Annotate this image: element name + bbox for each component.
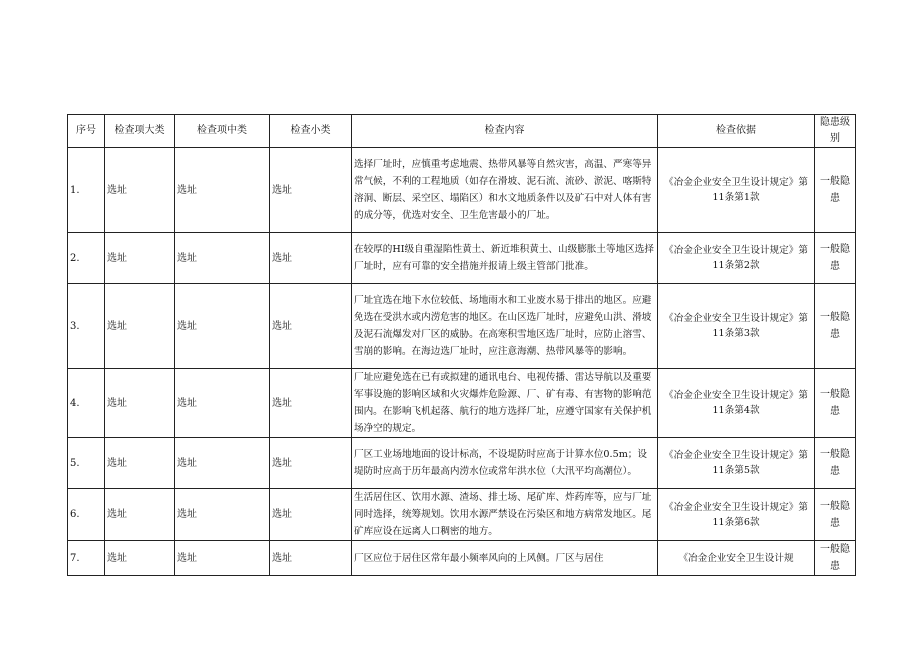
cell-serial: 7. — [68, 541, 105, 576]
header-minor-category: 检查小类 — [270, 115, 352, 148]
header-major-category: 检查项大类 — [105, 115, 175, 148]
cell-minor-category: 选址 — [270, 438, 352, 489]
cell-basis: 《冶金企业安全卫生设计规定》第11条第5款 — [658, 438, 815, 489]
table-row — [68, 541, 856, 576]
cell-hazard-level: 一般隐患 — [815, 369, 856, 438]
cell-hazard-level: 一般隐患 — [815, 284, 856, 369]
header-content: 检查内容 — [352, 115, 658, 148]
cell-major-category: 选址 — [105, 148, 175, 233]
cell-minor-category: 选址 — [270, 148, 352, 233]
table-row — [68, 489, 856, 541]
cell-major-category: 选址 — [105, 438, 175, 489]
cell-serial: 1. — [68, 148, 105, 233]
cell-major-category: 选址 — [105, 233, 175, 284]
cell-major-category: 选址 — [105, 284, 175, 369]
table-row — [68, 233, 856, 284]
cell-serial: 5. — [68, 438, 105, 489]
cell-basis: 《冶金企业安全卫生设计规定》第11条第6款 — [658, 489, 815, 541]
table-row — [68, 438, 856, 489]
cell-mid-category: 选址 — [175, 284, 270, 369]
header-mid-category: 检查项中类 — [175, 115, 270, 148]
cell-content: 在较厚的HI级自重湿陷性黄土、新近堆积黄土、山级膨胀土等地区选择厂址时，应有可靠的安全措施并报请上级主管部门批准。 — [352, 233, 658, 284]
header-hazard-level: 隐患级别 — [815, 115, 856, 148]
cell-content: 选择厂址时，应慎重考虑地震、热带风暴等自然灾害，高温、严寒等异常气候，不利的工程地质（如存在滑坡、泥石流、流砂、淤泥、喀斯特溶洞、断层、采空区、塌陷区）和水文地质条件以及矿石中对人体有害的成分等，优选对安全、卫生危害最小的厂址。 — [352, 148, 658, 233]
cell-hazard-level: 一般隐患 — [815, 541, 856, 576]
cell-basis: 《冶金企业安全卫生设计规定》第11条第1款 — [658, 148, 815, 233]
cell-minor-category: 选址 — [270, 369, 352, 438]
cell-content: 厂址宜选在地下水位较低、场地雨水和工业废水易于排出的地区。应避免选在受洪水或内涝危害的地区。在山区选厂址时，应避免山洪、滑坡及泥石流爆发对厂区的威胁。在高寒积雪地区选厂址时，应防止溶雪、雪崩的影响。在海边选厂址时，应注意海潮、热带风暴等的影响。 — [352, 284, 658, 369]
cell-serial: 3. — [68, 284, 105, 369]
cell-content: 厂区工业场地地面的设计标高，不设堤防时应高于计算水位0.5m；设堤防时应高于历年最高内涝水位或常年洪水位（大汛平均高潮位）。 — [352, 438, 658, 489]
table-row — [68, 148, 856, 233]
cell-serial: 4. — [68, 369, 105, 438]
header-basis: 检查依据 — [658, 115, 815, 148]
table-header-row — [68, 115, 856, 148]
cell-mid-category: 选址 — [175, 438, 270, 489]
cell-basis: 《冶金企业安全卫生设计规 — [658, 541, 815, 576]
cell-basis: 《冶金企业安全卫生设计规定》第11条第3款 — [658, 284, 815, 369]
cell-mid-category: 选址 — [175, 369, 270, 438]
cell-minor-category: 选址 — [270, 284, 352, 369]
cell-mid-category: 选址 — [175, 233, 270, 284]
cell-minor-category: 选址 — [270, 233, 352, 284]
cell-hazard-level: 一般隐患 — [815, 438, 856, 489]
cell-hazard-level: 一般隐患 — [815, 233, 856, 284]
cell-minor-category: 选址 — [270, 541, 352, 576]
cell-mid-category: 选址 — [175, 489, 270, 541]
cell-major-category: 选址 — [105, 541, 175, 576]
cell-major-category: 选址 — [105, 489, 175, 541]
cell-content: 厂区应位于居住区常年最小频率风向的上风侧。厂区与居住 — [352, 541, 658, 576]
cell-basis: 《冶金企业安全卫生设计规定》第11条第4款 — [658, 369, 815, 438]
cell-major-category: 选址 — [105, 369, 175, 438]
cell-hazard-level: 一般隐患 — [815, 489, 856, 541]
table-row — [68, 369, 856, 438]
cell-basis: 《冶金企业安全卫生设计规定》第11条第2款 — [658, 233, 815, 284]
cell-hazard-level: 一般隐患 — [815, 148, 856, 233]
inspection-table — [67, 114, 856, 576]
cell-serial: 2. — [68, 233, 105, 284]
cell-mid-category: 选址 — [175, 148, 270, 233]
cell-serial: 6. — [68, 489, 105, 541]
cell-content: 厂址应避免选在已有或拟建的通讯电台、电视传播、雷达导航以及重要军事设施的影响区域和火灾爆炸危险源、厂、矿有毒、有害物的影响范围内。在影响飞机起落、航行的地方选择厂址，应遵守国家有关保护机场净空的规定。 — [352, 369, 658, 438]
table-row — [68, 284, 856, 369]
cell-mid-category: 选址 — [175, 541, 270, 576]
cell-content: 生活居住区、饮用水源、渣场、排土场、尾矿库、炸药库等，应与厂址同时选择，统筹规划。饮用水源严禁设在污染区和地方病常发地区。尾矿库应设在远离人口稠密的地方。 — [352, 489, 658, 541]
header-serial: 序号 — [68, 115, 105, 148]
cell-minor-category: 选址 — [270, 489, 352, 541]
